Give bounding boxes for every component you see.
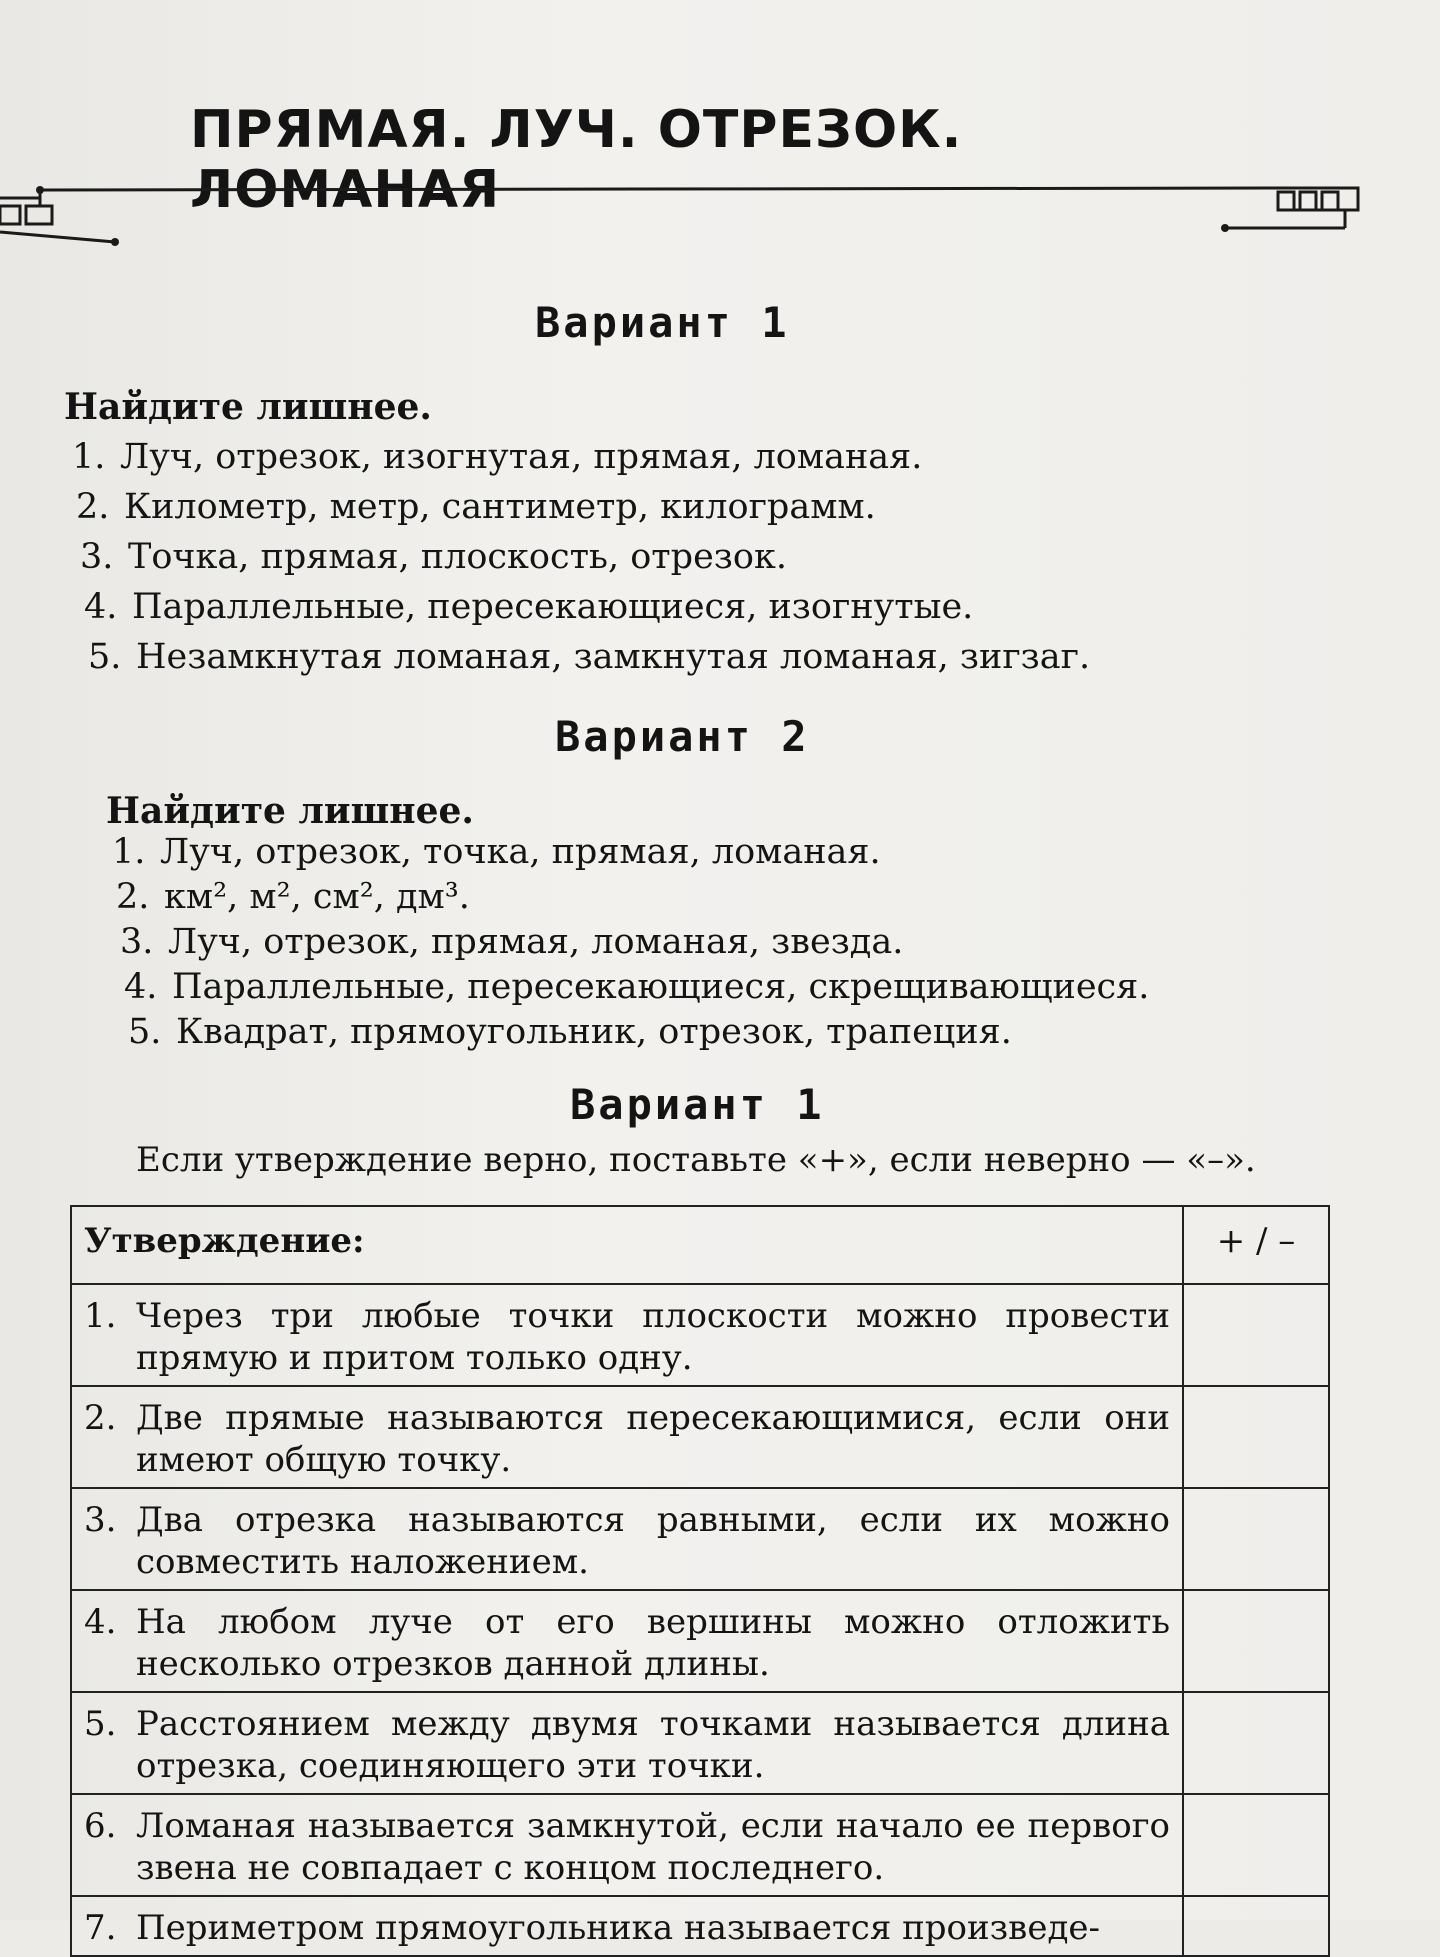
- variant-heading: Вариант 1: [535, 298, 790, 347]
- table-row: [71, 1794, 1329, 1896]
- statement-table: [70, 1205, 1330, 1957]
- list-item: 3. Луч, отрезок, прямая, ломаная, звезда.: [120, 922, 904, 962]
- table-row: [71, 1692, 1329, 1794]
- answer-cell[interactable]: [1183, 1386, 1329, 1488]
- row-number: 3.: [84, 1500, 117, 1540]
- table-row: [71, 1284, 1329, 1386]
- statement-text: Через три любые точки плоскости можно провести прямую и притом только одну.: [136, 1296, 1170, 1378]
- table-row: [71, 1896, 1329, 1956]
- list-item: 5. Незамкнутая ломаная, замкнутая ломаная, зигзаг.: [88, 637, 1091, 677]
- task-heading: Найдите лишнее.: [64, 386, 432, 428]
- list-item: 4. Параллельные, пересекающиеся, скрещивающиеся.: [124, 967, 1150, 1007]
- statement-text: Расстоянием между двумя точками называется длина отрезка, соединяющего эти точки.: [136, 1704, 1170, 1786]
- variant-heading: Вариант 2: [555, 712, 810, 761]
- page-title: ПРЯМАЯ. ЛУЧ. ОТРЕЗОК. ЛОМАНАЯ: [190, 100, 963, 220]
- list-item: 2. км², м², см², дм³.: [116, 877, 470, 917]
- instruction-text: Если утверждение верно, поставьте «+», если неверно — «–».: [136, 1140, 1256, 1180]
- statement-text: На любом луче от его вершины можно отложить несколько отрезков данной длины.: [136, 1602, 1170, 1684]
- statement-text: Два отрезка называются равными, если их можно совместить наложением.: [136, 1500, 1170, 1582]
- column-header-statement: Утверждение:: [71, 1206, 1183, 1284]
- answer-cell[interactable]: [1183, 1896, 1329, 1956]
- decorative-rule: [0, 170, 1440, 250]
- variant-heading: Вариант 1: [570, 1080, 825, 1129]
- answer-cell[interactable]: [1183, 1794, 1329, 1896]
- column-header-mark: + / –: [1183, 1206, 1329, 1284]
- answer-cell[interactable]: [1183, 1692, 1329, 1794]
- table-row: [71, 1590, 1329, 1692]
- task-heading: Найдите лишнее.: [106, 790, 474, 832]
- list-item: 3. Точка, прямая, плоскость, отрезок.: [80, 537, 787, 577]
- list-item: 5. Квадрат, прямоугольник, отрезок, трапеция.: [128, 1012, 1012, 1052]
- answer-cell[interactable]: [1183, 1284, 1329, 1386]
- table-row: [71, 1488, 1329, 1590]
- row-number: 6.: [84, 1806, 117, 1846]
- list-item: 1. Луч, отрезок, изогнутая, прямая, ломаная.: [72, 437, 923, 477]
- row-number: 2.: [84, 1398, 117, 1438]
- statement-text: Две прямые называются пересекающимися, если они имеют общую точку.: [136, 1398, 1170, 1480]
- exercise-list: [72, 432, 1090, 682]
- list-item: 4. Параллельные, пересекающиеся, изогнутые.: [84, 587, 974, 627]
- row-number: 7.: [84, 1908, 117, 1948]
- table-header-row: [71, 1206, 1329, 1284]
- answer-cell[interactable]: [1183, 1488, 1329, 1590]
- statement-text: Периметром прямоугольника называется произведе-: [136, 1908, 1100, 1948]
- answer-cell[interactable]: [1183, 1590, 1329, 1692]
- exercise-list: [112, 830, 1149, 1055]
- row-number: 5.: [84, 1704, 117, 1744]
- list-item: 1. Луч, отрезок, точка, прямая, ломаная.: [112, 832, 881, 872]
- row-number: 4.: [84, 1602, 117, 1642]
- table-row: [71, 1386, 1329, 1488]
- list-item: 2. Километр, метр, сантиметр, килограмм.: [76, 487, 876, 527]
- statement-text: Ломаная называется замкнутой, если начало ее первого звена не совпадает с концом последнего.: [136, 1806, 1170, 1888]
- row-number: 1.: [84, 1296, 117, 1336]
